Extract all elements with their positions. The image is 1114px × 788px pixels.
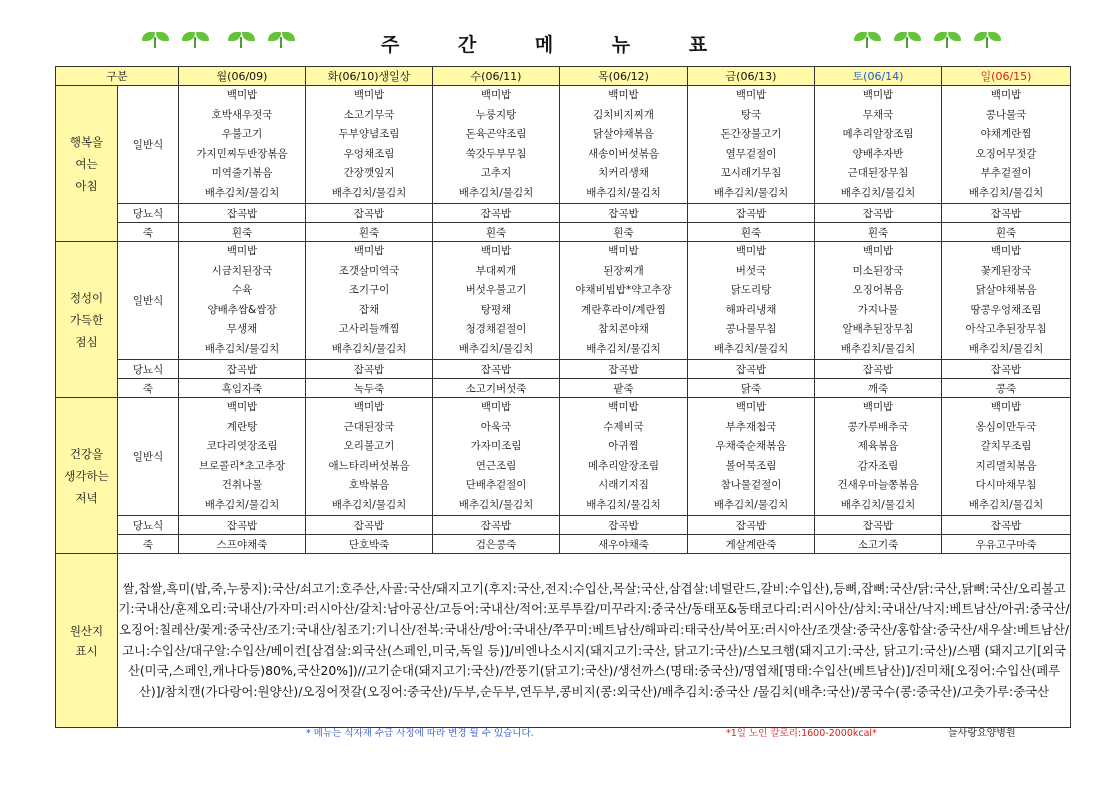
menu-item: 우불고기 bbox=[221, 128, 263, 140]
menu-item: 배추김치/물김치 bbox=[458, 342, 534, 355]
meal-name-line: 가득한 bbox=[69, 312, 104, 327]
meal-regular-row bbox=[56, 242, 1071, 360]
menu-item: 참치콘야채 bbox=[598, 323, 649, 335]
menu-item: 탕국 bbox=[740, 108, 762, 121]
porridge-cell: 흰죽 bbox=[433, 223, 560, 242]
menu-item: 배추김치/물김치 bbox=[331, 342, 407, 355]
day-header: 수(06/11) bbox=[433, 67, 560, 86]
menu-item: 해파리냉채 bbox=[725, 303, 777, 316]
menu-item: 건새우마늘쫑볶음 bbox=[837, 479, 919, 491]
menu-item: 제육볶음 bbox=[857, 440, 899, 452]
menu-cell bbox=[433, 242, 560, 360]
origin-cell bbox=[118, 554, 1071, 739]
menu-item: 오징어무젓갈 bbox=[975, 147, 1037, 160]
origin-label bbox=[56, 554, 118, 728]
menu-item: 코다리엿장조림 bbox=[206, 440, 278, 452]
menu-cell bbox=[942, 242, 1071, 360]
day-header: 화(06/10)생일상 bbox=[306, 67, 433, 86]
menu-cell bbox=[815, 242, 942, 360]
menu-item: 알배추된장무침 bbox=[842, 323, 914, 335]
menu-item: 메추리알장조림 bbox=[588, 459, 660, 472]
meal-name-line: 행복을 bbox=[69, 134, 104, 149]
diabetic-cell: 잡곡밥 bbox=[306, 360, 433, 379]
menu-item: 백미밥 bbox=[990, 89, 1022, 101]
menu-item: 버섯국 bbox=[735, 264, 767, 277]
meal-name bbox=[56, 242, 118, 398]
menu-item: 백미밥 bbox=[608, 401, 639, 413]
menu-cell bbox=[815, 86, 942, 204]
porridge-label: 죽 bbox=[118, 379, 179, 398]
menu-item: 야채비빔밥*약고추장 bbox=[575, 284, 672, 296]
menu-item: 백미밥 bbox=[480, 401, 512, 413]
porridge-label: 죽 bbox=[118, 223, 179, 242]
menu-cell bbox=[306, 86, 433, 204]
menu-item: 새송이버섯볶음 bbox=[588, 147, 660, 160]
porridge-cell: 흰죽 bbox=[815, 223, 942, 242]
menu-item: 무생채 bbox=[226, 323, 258, 335]
menu-item: 치커리생채 bbox=[598, 167, 649, 179]
menu-item: 지리멸치볶음 bbox=[975, 459, 1037, 472]
menu-item: 두부양념조림 bbox=[338, 128, 400, 140]
menu-cell bbox=[560, 86, 688, 204]
origin-label-line: 원산지 bbox=[69, 623, 104, 638]
menu-cell bbox=[688, 398, 815, 516]
menu-item: 백미밥 bbox=[990, 245, 1022, 257]
regular-label: 일반식 bbox=[118, 242, 179, 360]
menu-item: 조기구이 bbox=[348, 284, 390, 296]
menu-item: 애느타리버섯볶음 bbox=[328, 459, 410, 472]
diabetic-cell: 잡곡밥 bbox=[815, 204, 942, 223]
menu-cell bbox=[179, 86, 306, 204]
menu-cell bbox=[433, 398, 560, 516]
menu-item: 수제비국 bbox=[603, 420, 644, 433]
menu-item: 배추김치/물김치 bbox=[458, 186, 534, 199]
menu-item: 백미밥 bbox=[353, 401, 385, 413]
page-title: 주 간 메 뉴 표 bbox=[380, 34, 734, 56]
diabetic-cell: 잡곡밥 bbox=[433, 516, 560, 535]
porridge-cell: 녹두죽 bbox=[306, 379, 433, 398]
porridge-cell: 단호박죽 bbox=[306, 535, 433, 554]
menu-item: 볼어묵조림 bbox=[725, 459, 777, 472]
menu-item: 배추김치/물김치 bbox=[586, 342, 661, 355]
meal-name-line: 저녁 bbox=[75, 490, 98, 505]
menu-item: 시래기지짐 bbox=[598, 479, 649, 491]
menu-item: 간장깻잎지 bbox=[343, 167, 395, 179]
menu-item: 배추김치/물김치 bbox=[204, 186, 280, 199]
menu-item: 꼬시래기무침 bbox=[720, 167, 782, 179]
menu-body bbox=[56, 86, 1071, 554]
menu-item: 배추김치/물김치 bbox=[840, 186, 916, 199]
menu-cell bbox=[942, 86, 1071, 204]
menu-item: 부추재첩국 bbox=[725, 420, 777, 433]
menu-item: 가자미조림 bbox=[470, 440, 522, 452]
diabetic-cell: 잡곡밥 bbox=[179, 516, 306, 535]
menu-item: 부추겉절이 bbox=[980, 167, 1032, 179]
porridge-cell: 흰죽 bbox=[942, 223, 1071, 242]
porridge-cell: 스프야채죽 bbox=[179, 535, 306, 554]
header-label: 구분 bbox=[56, 67, 179, 86]
menu-item: 닭살야채볶음 bbox=[975, 284, 1037, 296]
meal-name-line: 점심 bbox=[75, 334, 98, 349]
diabetic-cell: 잡곡밥 bbox=[688, 516, 815, 535]
diabetic-cell: 잡곡밥 bbox=[306, 204, 433, 223]
day-header: 금(06/13) bbox=[688, 67, 815, 86]
porridge-cell: 흰죽 bbox=[688, 223, 815, 242]
meal-name-line: 건강을 bbox=[69, 446, 104, 461]
regular-label: 일반식 bbox=[118, 86, 179, 204]
day-header-sunday: 일(06/15) bbox=[942, 67, 1071, 86]
menu-item: 무채국 bbox=[862, 108, 894, 121]
menu-item: 누룽지탕 bbox=[475, 108, 517, 121]
diabetic-cell: 잡곡밥 bbox=[560, 516, 688, 535]
header-row bbox=[56, 67, 1071, 86]
meal-porridge-row bbox=[56, 223, 1071, 242]
meal-diabetic-row bbox=[56, 516, 1071, 535]
menu-cell bbox=[179, 242, 306, 360]
day-header: 목(06/12) bbox=[560, 67, 688, 86]
porridge-cell: 검은콩죽 bbox=[433, 535, 560, 554]
menu-item: 꽃게된장국 bbox=[980, 264, 1032, 277]
menu-item: 땅콩우엉채조림 bbox=[970, 303, 1042, 316]
menu-item: 연근조림 bbox=[475, 459, 517, 472]
menu-item: 호박볶음 bbox=[348, 479, 390, 491]
menu-item: 미역줄기볶음 bbox=[211, 167, 273, 179]
menu-cell bbox=[560, 242, 688, 360]
menu-cell bbox=[688, 242, 815, 360]
menu-item: 계란후라이/계란찜 bbox=[581, 303, 666, 316]
menu-item: 계란탕 bbox=[226, 420, 258, 433]
meal-name-line: 정성이 bbox=[69, 290, 104, 305]
menu-item: 옹심이만두국 bbox=[975, 420, 1037, 433]
menu-item: 쑥갓두부무침 bbox=[465, 147, 527, 160]
menu-item: 탕평채 bbox=[480, 303, 512, 316]
diabetic-cell: 잡곡밥 bbox=[179, 360, 306, 379]
menu-item: 배추김치/물김치 bbox=[968, 342, 1044, 355]
menu-item: 배추김치/물김치 bbox=[713, 342, 789, 355]
porridge-cell: 소고기버섯죽 bbox=[433, 379, 560, 398]
menu-item: 백미밥 bbox=[353, 89, 385, 101]
menu-item: 잡채 bbox=[358, 303, 380, 316]
menu-item: 배추김치/물김치 bbox=[586, 186, 661, 199]
menu-item: 배추김치/물김치 bbox=[968, 186, 1044, 199]
porridge-cell: 소고기죽 bbox=[815, 535, 942, 554]
menu-item: 메추리알장조림 bbox=[842, 128, 914, 140]
menu-item: 갈치무조림 bbox=[980, 440, 1032, 452]
meal-regular-row bbox=[56, 86, 1071, 204]
menu-change-note: * 메뉴는 식자재 수급 사정에 따라 변경 될 수 있습니다. bbox=[306, 728, 534, 739]
diabetic-cell: 잡곡밥 bbox=[942, 204, 1071, 223]
origin-text: 쌀,찹쌀,흑미(밥,죽,누룽지):국산/쇠고기:호주산,사골:국산/돼지고기(후지:국산,전지:수입산,목살:국산,삼겹살:네덜란드,갈비:수입산),등뼈,잡뼈:국산/닭:국산,닭뼈:국산/오리불고기:국내산/훈제오리:국내산/가자미:러시아산/갈치:남아공산/고등어:국내산/적어:포루투칼/미꾸라지:중국산/동태포&동태코다리:러시아산/삼치:국내산/낙지:베트남산/아귀:중국산/오징어:칠레산/꽃게:중국산/조기:국내산/침조기:기니산/전복:국내산/방어:국내산/쭈꾸미:베트남산/해파리:태국산/북어포:러시아산/조갯살:중국산/홍합살:중국산/새우살:베트남산/고니:수입산/대구알:수입산/베이컨[삼겹살:외국산(스페인,미국,독일 등)]/비엔나소시지(돼지고기:국산, 닭고기:국산)/스모크햄(돼지고기:국산, 닭고기:국산)/스팸 (돼지고기[외국산(미국,스페인,캐나다등)80%,국산20%])//고기순대(돼지고기:국산)/깐풍기(닭고기:국산)/생선까스(명태:중국산)/명엽채[명태:수입산(베트남산)]/진미채[오징어:수입산(페루산)]/참치캔(가다랑어:원양산)/오징어젓갈(오징어:중국산)/두부,순두부,연두부,콩비지(콩:외국산)/배추김치:중국산 /물김치(배추:국산)/콩국수(콩:중국산)/고춧가루:중국산 bbox=[118, 580, 1070, 699]
porridge-cell: 닭죽 bbox=[688, 379, 815, 398]
menu-item: 백미밥 bbox=[608, 245, 639, 257]
menu-item: 백미밥 bbox=[226, 401, 258, 413]
porridge-cell: 흰죽 bbox=[306, 223, 433, 242]
menu-item: 배추김치/물김치 bbox=[458, 498, 534, 511]
menu-item: 닭살야채볶음 bbox=[593, 128, 654, 140]
menu-item: 야채계란찜 bbox=[980, 128, 1032, 140]
meal-name-line: 생각하는 bbox=[64, 468, 109, 483]
menu-item: 우엉채조림 bbox=[343, 147, 395, 160]
menu-item: 브로콜리*초고추장 bbox=[198, 459, 286, 472]
menu-item: 근대된장무침 bbox=[847, 167, 909, 179]
menu-item: 백미밥 bbox=[990, 401, 1022, 413]
diabetic-cell: 잡곡밥 bbox=[560, 204, 688, 223]
menu-item: 미소된장국 bbox=[852, 264, 904, 277]
diabetic-cell: 잡곡밥 bbox=[815, 360, 942, 379]
menu-item: 시금치된장국 bbox=[211, 264, 273, 277]
menu-item: 오리불고기 bbox=[343, 440, 395, 452]
porridge-cell: 콩죽 bbox=[942, 379, 1071, 398]
menu-item: 콩나물국 bbox=[985, 108, 1027, 121]
diabetic-cell: 잡곡밥 bbox=[688, 204, 815, 223]
meal-name-line: 아침 bbox=[75, 178, 98, 193]
menu-item: 백미밥 bbox=[735, 245, 767, 257]
menu-item: 단배추겉절이 bbox=[465, 479, 527, 491]
menu-item: 배추김치/물김치 bbox=[968, 498, 1044, 511]
hospital-name: 늘사랑요양병원 bbox=[948, 728, 1016, 739]
menu-item: 근대된장국 bbox=[343, 420, 395, 433]
diabetic-cell: 잡곡밥 bbox=[815, 516, 942, 535]
porridge-cell: 깨죽 bbox=[815, 379, 942, 398]
menu-item: 콩나물무침 bbox=[725, 323, 777, 335]
diabetic-label: 당뇨식 bbox=[118, 360, 179, 379]
menu-item: 백미밥 bbox=[735, 401, 767, 413]
menu-item: 아삭고추된장무침 bbox=[965, 323, 1047, 335]
menu-item: 백미밥 bbox=[480, 245, 512, 257]
diabetic-cell: 잡곡밥 bbox=[179, 204, 306, 223]
menu-item: 백미밥 bbox=[226, 89, 258, 101]
menu-item: 백미밥 bbox=[226, 245, 258, 257]
menu-item: 콩가루배추국 bbox=[847, 420, 909, 433]
calorie-note: *1일 노인 칼로리:1600-2000kcal* bbox=[726, 728, 877, 739]
menu-item: 백미밥 bbox=[608, 89, 639, 101]
menu-item: 백미밥 bbox=[862, 89, 894, 101]
menu-item: 배추김치/물김치 bbox=[840, 498, 916, 511]
menu-cell bbox=[306, 242, 433, 360]
porridge-cell: 우유고구마죽 bbox=[942, 535, 1071, 554]
diabetic-cell: 잡곡밥 bbox=[688, 360, 815, 379]
porridge-cell: 팥죽 bbox=[560, 379, 688, 398]
menu-item: 배추김치/물김치 bbox=[586, 498, 661, 511]
diabetic-cell: 잡곡밥 bbox=[433, 360, 560, 379]
menu-item: 참나물겉절이 bbox=[720, 479, 782, 491]
diabetic-cell: 잡곡밥 bbox=[306, 516, 433, 535]
porridge-cell: 흰죽 bbox=[179, 223, 306, 242]
menu-item: 백미밥 bbox=[480, 89, 512, 101]
menu-cell bbox=[433, 86, 560, 204]
meal-porridge-row bbox=[56, 379, 1071, 398]
menu-item: 열무겉절이 bbox=[725, 147, 777, 160]
menu-cell bbox=[306, 398, 433, 516]
origin-row bbox=[56, 554, 1071, 728]
menu-item: 우채죽순채볶음 bbox=[715, 440, 787, 452]
menu-cell bbox=[560, 398, 688, 516]
porridge-cell: 새우야채죽 bbox=[560, 535, 688, 554]
meal-name bbox=[56, 86, 118, 242]
menu-item: 소고기무국 bbox=[343, 108, 395, 121]
menu-item: 양배추쌈&쌈장 bbox=[207, 303, 277, 316]
weekly-menu-table bbox=[55, 66, 1071, 739]
meal-diabetic-row bbox=[56, 204, 1071, 223]
diabetic-cell: 잡곡밥 bbox=[942, 516, 1071, 535]
menu-item: 다시마채무침 bbox=[975, 479, 1037, 491]
menu-item: 부대찌개 bbox=[475, 264, 517, 277]
menu-item: 아욱국 bbox=[480, 420, 512, 433]
menu-item: 수육 bbox=[231, 284, 253, 296]
porridge-label: 죽 bbox=[118, 535, 179, 554]
menu-item: 오징어볶음 bbox=[852, 284, 904, 296]
menu-item: 버섯우불고기 bbox=[465, 284, 527, 296]
menu-item: 백미밥 bbox=[862, 401, 894, 413]
diabetic-cell: 잡곡밥 bbox=[942, 360, 1071, 379]
menu-item: 김치비지찌개 bbox=[593, 108, 654, 121]
menu-item: 조갯살미역국 bbox=[338, 264, 400, 277]
menu-item: 양배추자반 bbox=[852, 147, 904, 160]
meal-regular-row bbox=[56, 398, 1071, 516]
menu-item: 배추김치/물김치 bbox=[713, 186, 789, 199]
menu-cell bbox=[815, 398, 942, 516]
porridge-cell: 흑임자죽 bbox=[179, 379, 306, 398]
diabetic-label: 당뇨식 bbox=[118, 204, 179, 223]
menu-item: 백미밥 bbox=[735, 89, 767, 101]
menu-item: 가지민찌두반장볶음 bbox=[196, 147, 288, 160]
menu-item: 감자조림 bbox=[857, 459, 899, 472]
menu-item: 된장찌개 bbox=[603, 264, 644, 277]
diabetic-label: 당뇨식 bbox=[118, 516, 179, 535]
menu-item: 닭도리탕 bbox=[730, 284, 772, 296]
diabetic-cell: 잡곡밥 bbox=[560, 360, 688, 379]
menu-item: 돈간장불고기 bbox=[720, 128, 782, 140]
menu-item: 청경채겉절이 bbox=[465, 323, 527, 335]
day-header-saturday: 토(06/14) bbox=[815, 67, 942, 86]
meal-name bbox=[56, 398, 118, 554]
porridge-cell: 게살계란죽 bbox=[688, 535, 815, 554]
menu-item: 배추김치/물김치 bbox=[204, 498, 280, 511]
menu-item: 돈육곤약조림 bbox=[465, 128, 527, 140]
meal-diabetic-row bbox=[56, 360, 1071, 379]
menu-item: 호박새우젓국 bbox=[211, 108, 273, 121]
menu-item: 아귀찜 bbox=[608, 440, 639, 452]
menu-item: 고사리들깨찜 bbox=[338, 323, 400, 335]
menu-cell bbox=[179, 398, 306, 516]
day-header: 월(06/09) bbox=[179, 67, 306, 86]
diabetic-cell: 잡곡밥 bbox=[433, 204, 560, 223]
menu-item: 백미밥 bbox=[862, 245, 894, 257]
porridge-cell: 흰죽 bbox=[560, 223, 688, 242]
meal-porridge-row bbox=[56, 535, 1071, 554]
menu-item: 배추김치/물김치 bbox=[840, 342, 916, 355]
menu-item: 고추지 bbox=[480, 167, 512, 179]
menu-item: 배추김치/물김치 bbox=[204, 342, 280, 355]
origin-label-line: 표시 bbox=[75, 643, 98, 658]
regular-label: 일반식 bbox=[118, 398, 179, 516]
menu-item: 배추김치/물김치 bbox=[331, 498, 407, 511]
menu-item: 건취나물 bbox=[221, 479, 263, 491]
menu-item: 배추김치/물김치 bbox=[713, 498, 789, 511]
menu-cell bbox=[942, 398, 1071, 516]
menu-cell bbox=[688, 86, 815, 204]
menu-item: 백미밥 bbox=[353, 245, 385, 257]
menu-item: 가지나물 bbox=[857, 303, 899, 316]
meal-name-line: 여는 bbox=[75, 156, 98, 171]
menu-item: 배추김치/물김치 bbox=[331, 186, 407, 199]
